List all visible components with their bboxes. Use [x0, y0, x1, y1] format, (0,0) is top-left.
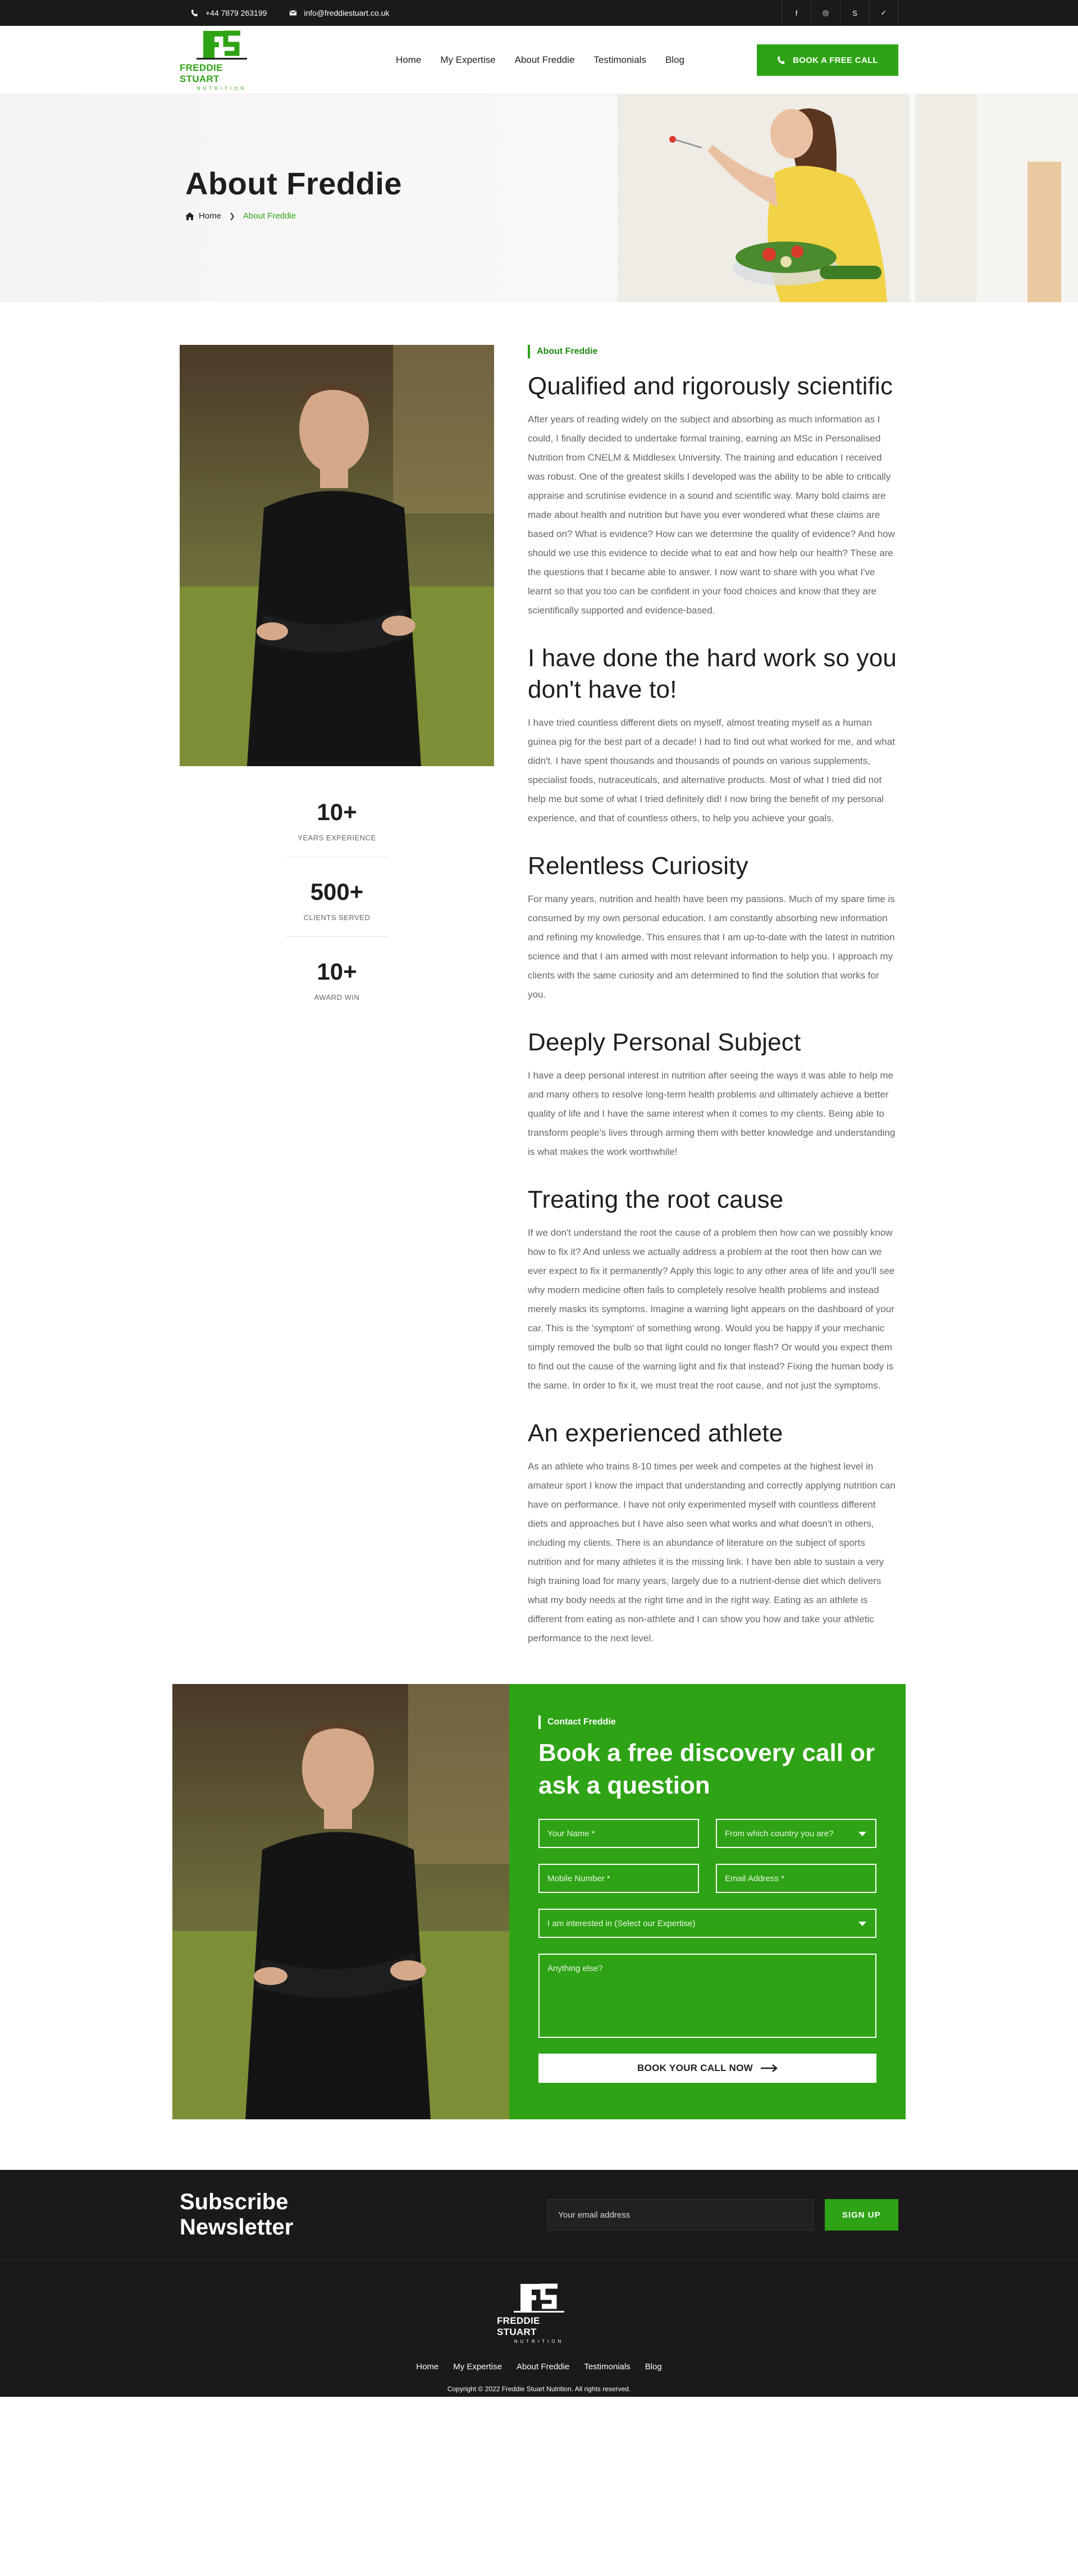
contact-form: [538, 1819, 876, 2083]
stat-award-win: [286, 936, 387, 1016]
book-free-call-label: BOOK A FREE CALL: [792, 55, 879, 65]
facebook-button[interactable]: [782, 0, 811, 26]
section-paragraph: If we don't understand the root the cause of a problem then how can we possibly know how to fix it? And unless we actually address a problem at the root then how can we ever expect to fix it permanently? Apply this logic to any other area of life and you'll see why modern medicine often fails to completely resolve health problems and instead merely masks its symptoms. Imagine a warning light appears on the dashboard of your car. This is the 'symptom' of something wrong. Would you be happy if your mechanic simply removed the bulb so that light could no longer flash? Or would you expect them to find out the cause of the warning light and fix that instead? Fixing the human body is the same. In order to fix it, we must treat the root cause, and not just the symptoms.: [528, 1227, 895, 1391]
section-eyebrow: About Freddie: [528, 345, 898, 358]
footer-nav-blog[interactable]: Blog: [645, 2362, 662, 2372]
stat-label: YEARS EXPERIENCE: [298, 834, 376, 842]
breadcrumb-home[interactable]: [185, 211, 221, 221]
email-link[interactable]: [289, 8, 389, 17]
expertise-select[interactable]: [538, 1909, 876, 1938]
name-placeholder: Your Name *: [547, 1828, 595, 1838]
newsletter-placeholder: Your email address: [558, 2210, 631, 2220]
chevron-right-icon: ❯: [229, 211, 235, 220]
envelope-icon: [289, 9, 297, 17]
phone-link[interactable]: [191, 8, 267, 17]
email-address: info@freddiestuart.co.uk: [304, 8, 390, 17]
newsletter-title: Subscribe Newsletter: [180, 2190, 294, 2240]
logo-subtitle: NUTRITION: [197, 85, 247, 91]
instagram-icon: ◎: [822, 8, 829, 17]
book-call-submit-button[interactable]: [538, 2054, 876, 2083]
footer-nav: [416, 2362, 662, 2372]
section-paragraph: As an athlete who trains 8-10 times per week and competes at the highest level in amateur sport I know the impact that understanding and correctly applying nutrition can have on performance. I have not only experimented myself with countless different diets and approaches but I have also seen what works and what doesn't in others, including my clients. There is an abundance of literature on the subject of sports nutrition and for many athletes it is the missing link. I have ben able to sustain a very high training load for many years, largely due to a nutrient-dense diet which delivers what my body needs at the right time and in the right way. Eating as an athlete is different from eating as non-athlete and I can show you how and take your athletic performance to the next level.: [528, 1461, 896, 1644]
mobile-placeholder: Mobile Number *: [547, 1873, 610, 1883]
footer-logo[interactable]: [497, 2283, 581, 2344]
facebook-icon: f: [795, 8, 798, 17]
newsletter-email-input[interactable]: [547, 2199, 813, 2231]
skype-icon: S: [852, 8, 857, 17]
stat-label: AWARD WIN: [314, 993, 360, 1002]
section-paragraph: I have tried countless different diets on myself, almost treating myself as a human guinea pig for the best part of a decade! I had to find out what worked for me, and what didn't. I have spent thousands and thousands of pounds on various supplements, specialist foods, nutraceuticals, and alternative products. Most of what I tried did not help me but some of what I tried definitely did! I now bring the benefit of my personal experience, and that of countless others, to help you achieve your goals.: [528, 717, 895, 823]
sign-up-button[interactable]: SIGN UP: [825, 2199, 898, 2231]
contact-form-panel: [509, 1684, 906, 2119]
country-select[interactable]: [716, 1819, 876, 1848]
nav-about-freddie[interactable]: About Freddie: [514, 54, 575, 65]
home-icon: [185, 212, 194, 220]
main-nav: [396, 54, 684, 66]
footer-nav-about-freddie[interactable]: About Freddie: [516, 2362, 570, 2372]
logo-mark: [197, 30, 247, 61]
name-field[interactable]: [538, 1819, 699, 1848]
about-section: [0, 302, 1078, 1648]
mobile-field[interactable]: [538, 1864, 699, 1893]
logo-subtitle: NUTRITION: [514, 2339, 564, 2344]
stat-clients-served: [286, 857, 387, 936]
section-paragraph: After years of reading widely on the subject and absorbing as much information as I could, I finally decided to undertake formal training, earning an MSc in Personalised Nutrition from CNELM & Middlesex University. The training and education I received was robust. One of the greatest skills I developed was the ability to be able to critically appraise and scrutinise evidence in a sound and scientific way. Many bold claims are made about health and nutrition but have you ever wondered what these claims are based on? What is evidence? How can we determine the quality of evidence? And how should we use this evidence to decide what to eat and how help our health? These are the questions that I became able to answer. I now want to share with you what I've learnt so that you too can be confident in your food choices and know that they are scientifically supported and evidence-based.: [528, 414, 895, 616]
section-heading: I have done the hard work so you don't have to!: [528, 644, 897, 703]
country-placeholder: From which country you are?: [725, 1828, 834, 1838]
logo-name: FREDDIE STUART: [180, 62, 223, 84]
skype-button[interactable]: [840, 0, 869, 26]
footer-nav-testimonials[interactable]: Testimonials: [584, 2362, 631, 2372]
instagram-button[interactable]: [811, 0, 840, 26]
expertise-placeholder: I am interested in (Select our Expertise): [547, 1918, 696, 1928]
section-heading: Treating the root cause: [528, 1186, 784, 1213]
email-placeholder: Email Address *: [725, 1873, 784, 1883]
section-heading: Qualified and rigorously scientific: [528, 372, 893, 400]
stat-label: CLIENTS SERVED: [303, 913, 371, 922]
message-placeholder: Anything else?: [547, 1964, 603, 1973]
about-block-personal: [528, 1027, 898, 1162]
site-header: [0, 26, 1078, 94]
stat-number: 500+: [310, 879, 364, 905]
email-field[interactable]: [716, 1864, 876, 1893]
section-heading: An experienced athlete: [528, 1419, 783, 1447]
nav-blog[interactable]: Blog: [665, 54, 684, 65]
breadcrumb-home-label: Home: [199, 211, 222, 221]
freddie-portrait: [180, 345, 494, 766]
nav-testimonials[interactable]: Testimonials: [593, 54, 646, 65]
about-block-curiosity: [528, 850, 898, 1004]
section-paragraph: For many years, nutrition and health have been my passions. Much of my spare time is consumed by my own personal education. I am constantly absorbing new information and refining my knowledge. This ensures that I am up-to-date with the latest in nutrition science and that I am armed with most relevant information to help you. I approach my clients with the same curiosity and am determined to find the solution that works for you.: [528, 894, 895, 1000]
stat-number: 10+: [317, 799, 357, 825]
logo-name: FREDDIE STUART: [497, 2315, 540, 2337]
site-logo[interactable]: [180, 30, 264, 91]
arrow-right-icon: [761, 2064, 778, 2072]
book-free-call-button[interactable]: [757, 44, 898, 76]
about-block-hard-work: [528, 643, 898, 828]
logo-mark: [514, 2283, 564, 2314]
man-portrait-illustration: [172, 1684, 509, 2119]
phone-icon: [191, 9, 199, 17]
stat-years-experience: [286, 799, 387, 857]
contact-heading: Book a free discovery call or ask a question: [538, 1739, 875, 1799]
section-heading: Relentless Curiosity: [528, 852, 748, 880]
page-title: About Freddie: [185, 166, 403, 201]
phone-number: +44 7879 263199: [205, 8, 267, 17]
stat-number: 10+: [317, 958, 357, 985]
breadcrumb-current: About Freddie: [243, 211, 296, 221]
about-block-root-cause: [528, 1184, 898, 1395]
top-bar: [0, 0, 1078, 26]
about-block-athlete: [528, 1418, 898, 1648]
message-textarea[interactable]: [538, 1954, 876, 2038]
about-block-qualified: [528, 371, 898, 620]
phone-icon: [777, 56, 786, 65]
twitter-icon: ✓: [880, 8, 887, 17]
contact-section: [0, 1684, 1078, 2119]
section-heading: Deeply Personal Subject: [528, 1028, 801, 1056]
contact-portrait: [172, 1684, 509, 2119]
man-portrait-illustration: [180, 345, 494, 766]
copyright-text: Copyright © 2022 Freddie Stuart Nutrition. All rights reserved.: [447, 2385, 631, 2393]
nav-home[interactable]: Home: [396, 54, 422, 65]
submit-label: BOOK YOUR CALL NOW: [637, 2063, 753, 2073]
footer-nav-home[interactable]: Home: [416, 2362, 439, 2372]
nav-my-expertise[interactable]: My Expertise: [440, 54, 496, 65]
page-hero: [0, 94, 1078, 302]
site-footer: [0, 2260, 1078, 2397]
newsletter-section: [0, 2170, 1078, 2260]
breadcrumb: [185, 211, 296, 221]
contact-eyebrow: Contact Freddie: [538, 1715, 876, 1729]
twitter-button[interactable]: [869, 0, 898, 26]
footer-nav-my-expertise[interactable]: My Expertise: [453, 2362, 502, 2372]
section-paragraph: I have a deep personal interest in nutrition after seeing the ways it was able to help me and many others to resolve long-term health problems and ultimately achieve a better quality of life and I have the same interest when it comes to my clients. Being able to transform people's lives through arming them with better knowledge and understanding is what makes the work worthwhile!: [528, 1070, 896, 1157]
stats-list: [180, 799, 494, 1016]
